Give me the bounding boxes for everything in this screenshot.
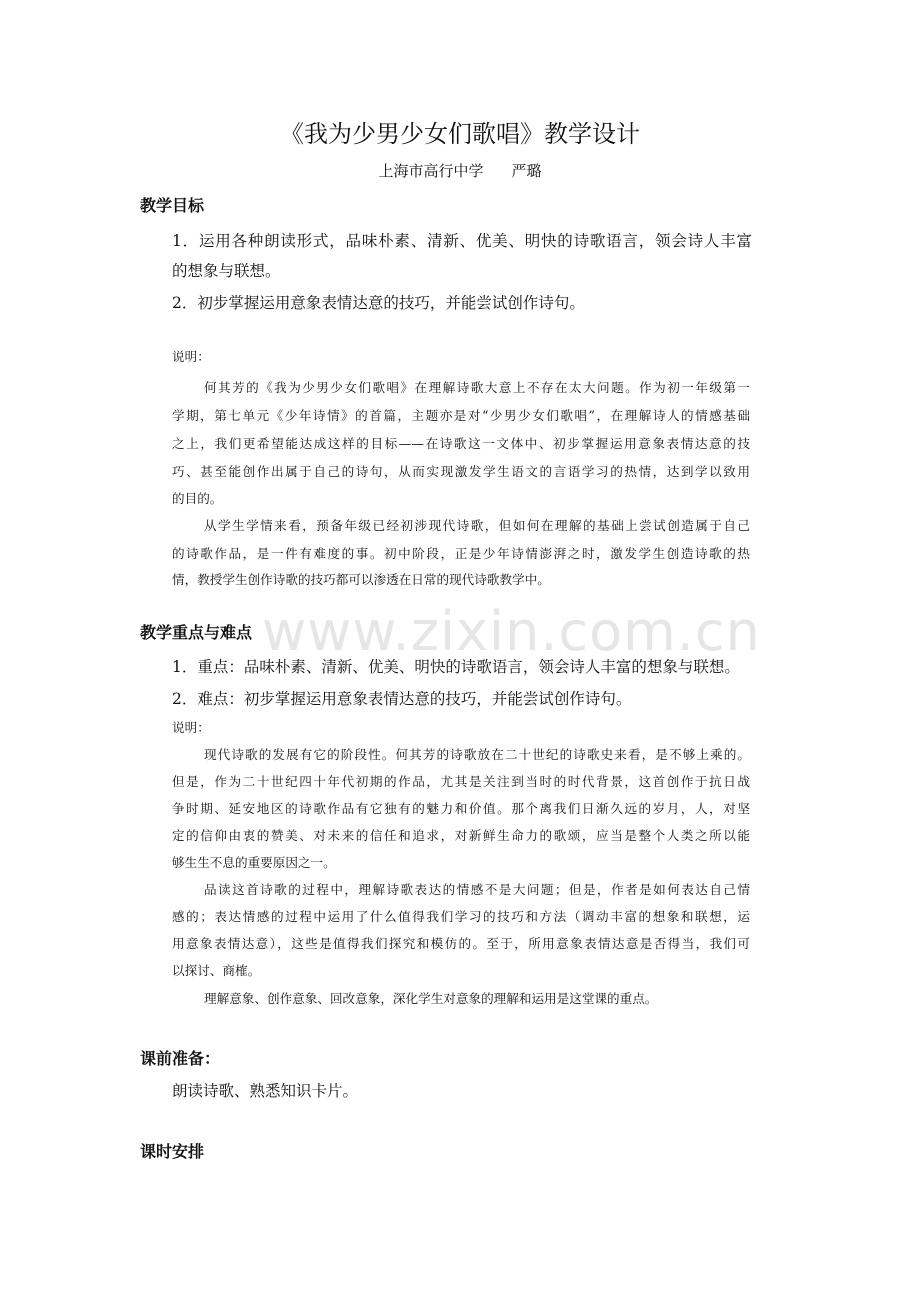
byline — [0, 160, 920, 181]
note-label: 说明： — [172, 349, 210, 364]
note-line: 之上，我们更希望能达成这样的目标——在诗歌这一文体中、初步掌握运用意象表情达意的技 — [172, 436, 750, 451]
note-line: 情，教授学生创作诗歌的技巧都可以渗透在日常的现代诗歌教学中。 — [172, 572, 550, 587]
watermark: www.zixin.com.cn — [262, 600, 761, 663]
note-line: 但是，作为二十世纪四十年代初期的作品，尤其是关注到当时的时代背景，这首创作于抗日战 — [172, 774, 750, 789]
note-line: 现代诗歌的发展有它的阶段性。何其芳的诗歌放在二十世纪的诗歌史来看，是不够上乘的。 — [204, 747, 750, 762]
note-line: 的诗歌作品，是一件有难度的事。初中阶段，正是少年诗情澎湃之时，激发学生创造诗歌的热 — [172, 546, 750, 561]
goal-item-1: 1．运用各种朗读形式，品味朴素、清新、优美、明快的诗歌语言，领会诗人丰富 — [172, 232, 752, 250]
goal-item-2: 2．初步掌握运用意象表情达意的技巧，并能尝试创作诗句。 — [172, 294, 585, 312]
prep-text: 朗读诗歌、熟悉知识卡片。 — [172, 1082, 359, 1100]
note-line: 学期，第七单元《少年诗情》的首篇，主题亦是对“少男少女们歌唱”，在理解诗人的情感基础 — [172, 408, 750, 423]
section-heading-schedule: 课时安排 — [140, 1142, 205, 1161]
section-heading-prep: 课前准备： — [140, 1049, 221, 1068]
keypoint-item-1: 1．重点：品味朴素、清新、优美、明快的诗歌语言，领会诗人丰富的想象与联想。 — [172, 658, 740, 676]
school-name: 上海市高行中学 — [378, 162, 484, 180]
note-line: 争时期、延安地区的诗歌作品有它独有的魅力和价值。那个离我们日渐久远的岁月，人，对坚 — [172, 801, 750, 816]
note-line: 以探讨、商榷。 — [172, 963, 261, 978]
note-line: 品读这首诗歌的过程中，理解诗歌表达的情感不是大问题；但是，作者是如何表达自己情 — [204, 882, 750, 897]
note-line: 巧、甚至能创作出属于自己的诗句，从而实现激发学生语文的言语学习的热情，达到学以致用 — [172, 464, 750, 479]
note-line: 定的信仰由衷的赞美、对未来的信任和追求，对新鲜生命力的歌颂，应当是整个人类之所以能 — [172, 828, 750, 843]
note-line: 够生生不息的重要原因之一。 — [172, 855, 336, 870]
note-label: 说明： — [172, 720, 210, 735]
document-title: 《我为少男少女们歌唱》教学设计 — [280, 120, 640, 148]
note-line: 感的；表达情感的过程中运用了什么值得我们学习的技巧和方法（调动丰富的想象和联想，运 — [172, 909, 750, 924]
note-line: 从学生学情来看，预备年级已经初涉现代诗歌，但如何在理解的基础上尝试创造属于自己 — [204, 518, 750, 533]
section-heading-keypoints: 教学重点与难点 — [140, 623, 253, 642]
note-line: 理解意象、创作意象、回改意象，深化学生对意象的理解和运用是这堂课的重点。 — [204, 991, 658, 1006]
note-line: 的目的。 — [172, 491, 223, 506]
note-line: 用意象表情达意），这些是值得我们探究和模仿的。至于，所用意象表情达意是否得当，我们可 — [172, 936, 750, 951]
section-heading-goals: 教学目标 — [140, 196, 205, 215]
author-name: 严璐 — [511, 162, 542, 180]
keypoint-item-2: 2．难点：初步掌握运用意象表情达意的技巧，并能尝试创作诗句。 — [172, 690, 632, 708]
note-line: 何其芳的《我为少男少女们歌唱》在理解诗歌大意上不存在太大问题。作为初一年级第一 — [204, 380, 750, 395]
goal-item-1-cont: 的想象与联想。 — [172, 262, 281, 280]
